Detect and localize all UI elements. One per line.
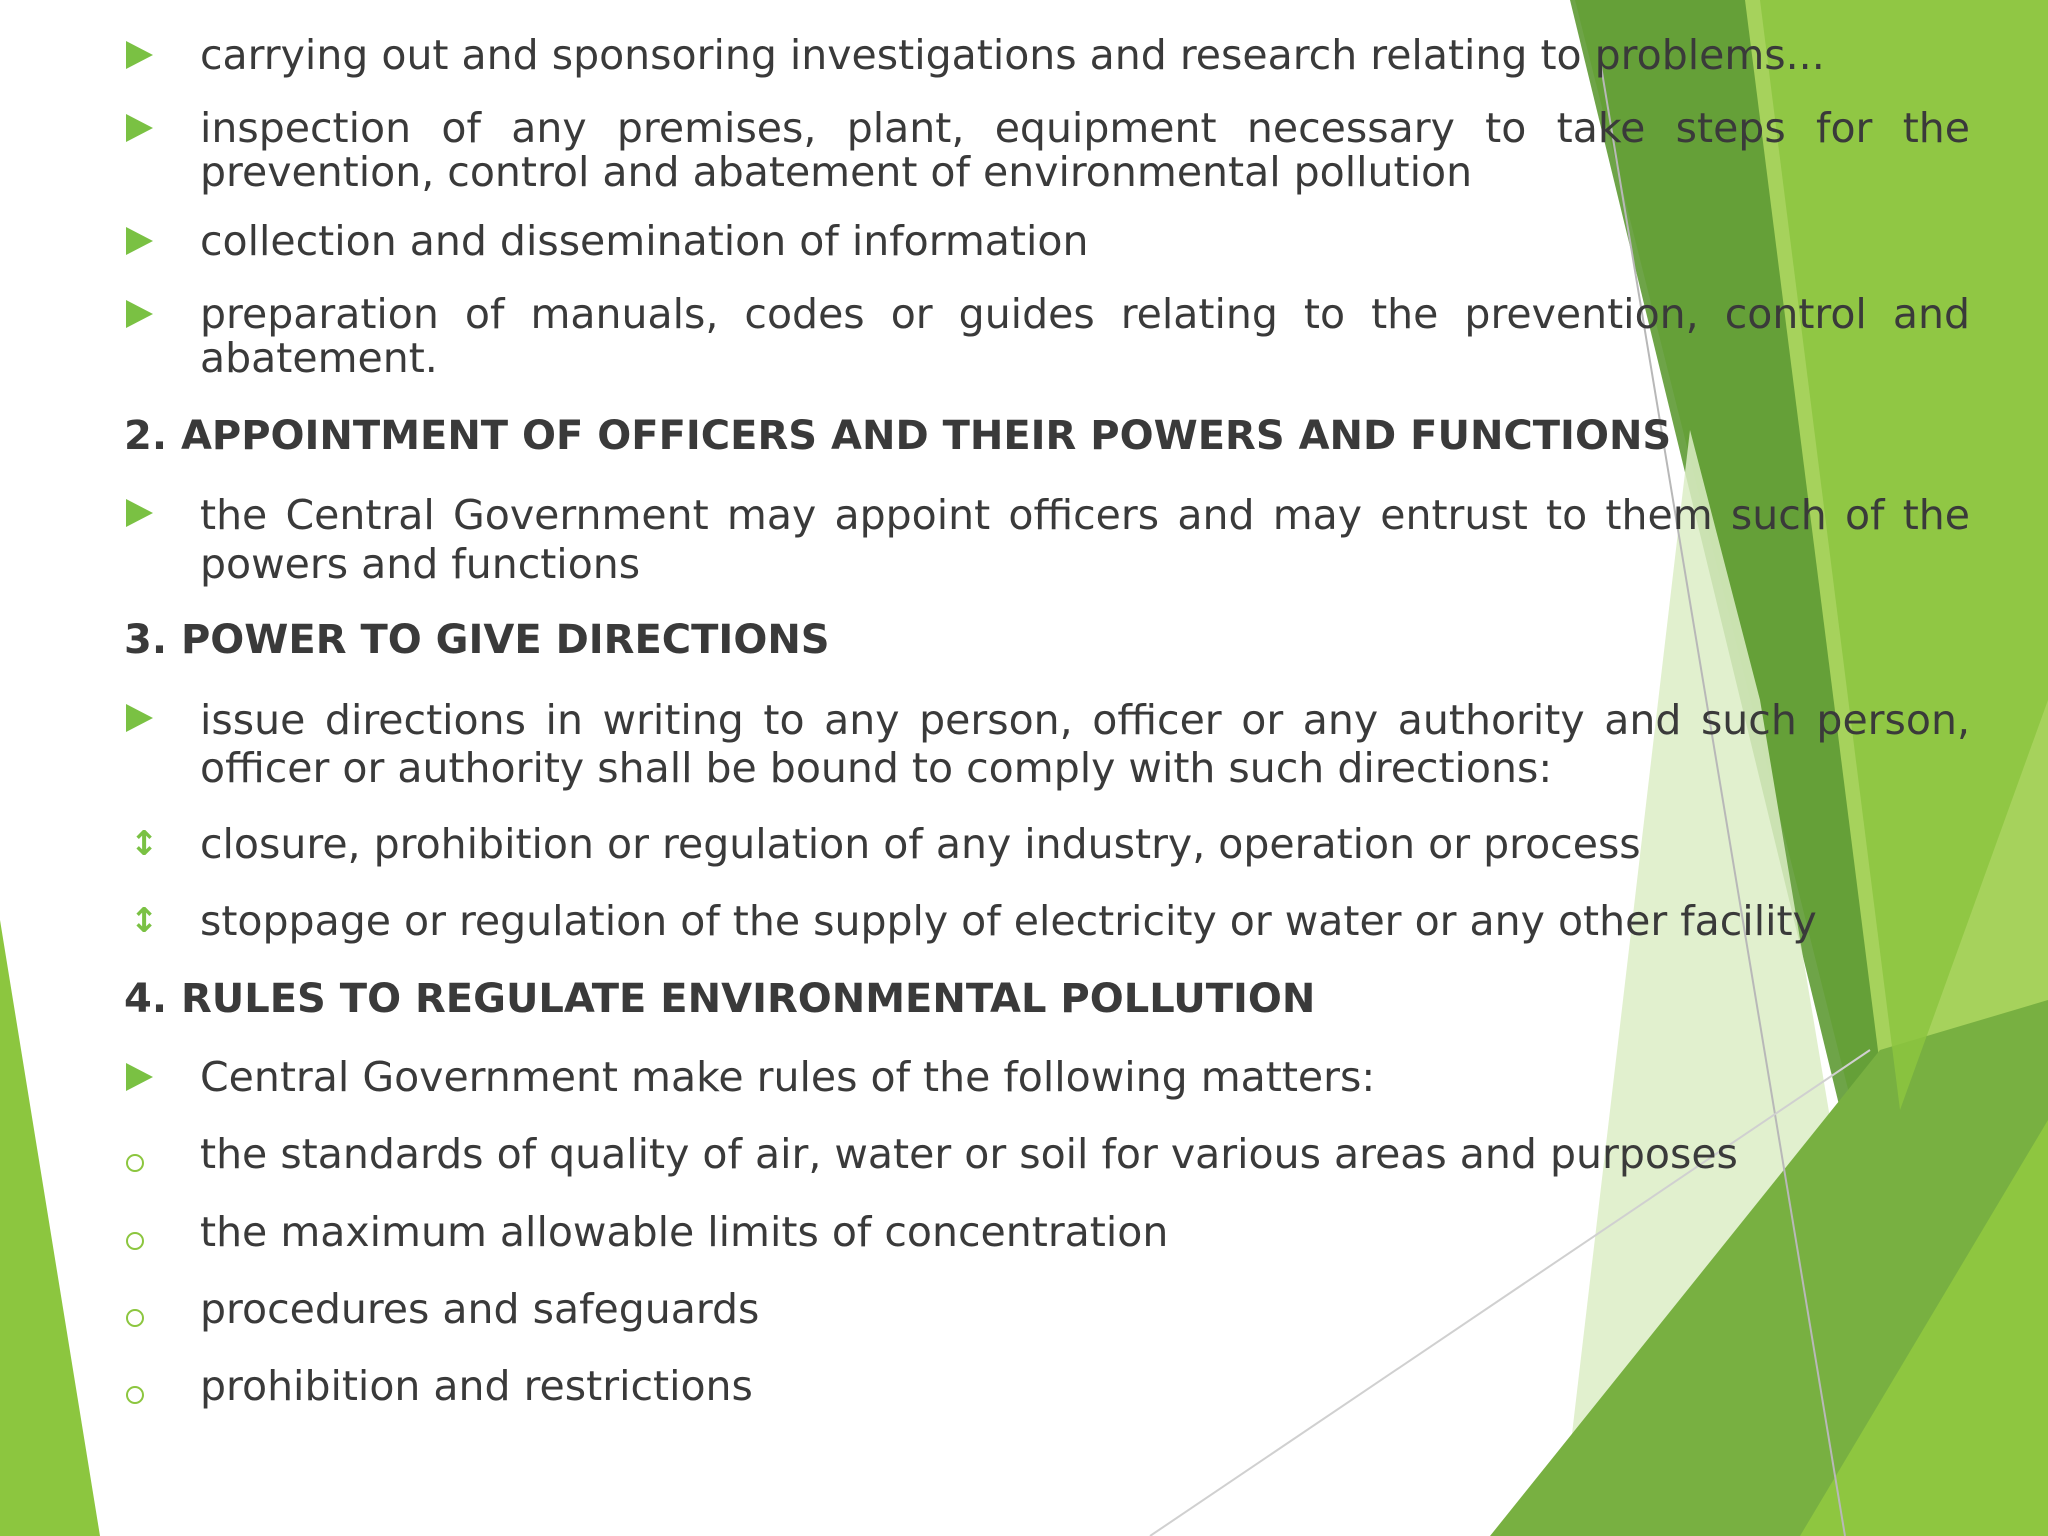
bullet-text: closure, prohibition or regulation of any industry, operation or process	[200, 820, 1641, 868]
bullet-text: preparation of manuals, codes or guides relating to the prevention, control and abatement.	[200, 290, 1970, 382]
bullet-text: prohibition and restrictions	[200, 1362, 753, 1410]
triangle-bullet-icon	[126, 114, 153, 142]
circle-bullet-icon	[126, 1386, 144, 1404]
circle-bullet-icon	[126, 1154, 144, 1172]
bullet-text: the maximum allowable limits of concentration	[200, 1208, 1169, 1256]
bullet-text: Central Government make rules of the following matters:	[200, 1053, 1376, 1101]
section-heading-text: 3. POWER TO GIVE DIRECTIONS	[124, 617, 830, 663]
triangle-bullet-icon	[126, 227, 153, 255]
bullet-text: collection and dissemination of information	[200, 217, 1089, 265]
section-heading-text: 4. RULES TO REGULATE ENVIRONMENTAL POLLUTION	[124, 976, 1316, 1022]
up-down-arrow-icon: ↕	[129, 901, 159, 941]
triangle-bullet-icon	[126, 1063, 153, 1091]
circle-bullet-icon	[126, 1232, 144, 1250]
section-heading-text: 2. APPOINTMENT OF OFFICERS AND THEIR POWERS AND FUNCTIONS	[124, 413, 1672, 459]
bullet-text: carrying out and sponsoring investigations and research relating to problems...	[200, 31, 1825, 79]
bullet-text: stoppage or regulation of the supply of electricity or water or any other facility	[200, 897, 1817, 945]
triangle-bullet-icon	[126, 300, 153, 328]
bullet-text: the Central Government may appoint officers and may entrust to them such of the powers and functions	[200, 491, 1970, 588]
circle-bullet-icon	[126, 1309, 144, 1327]
triangle-bullet-icon	[126, 41, 153, 69]
bullet-text: inspection of any premises, plant, equipment necessary to take steps for the prevention, control and abatement of environmental pollution	[200, 104, 1970, 196]
bullet-text: issue directions in writing to any person, officer or any authority and such person, officer or authority shall be bound to comply with such directions:	[200, 696, 1970, 792]
up-down-arrow-icon: ↕	[129, 824, 159, 864]
bullet-text: procedures and safeguards	[200, 1285, 760, 1333]
triangle-bullet-icon	[126, 704, 153, 732]
bullet-text: the standards of quality of air, water or soil for various areas and purposes	[200, 1130, 1738, 1178]
triangle-bullet-icon	[126, 499, 153, 527]
